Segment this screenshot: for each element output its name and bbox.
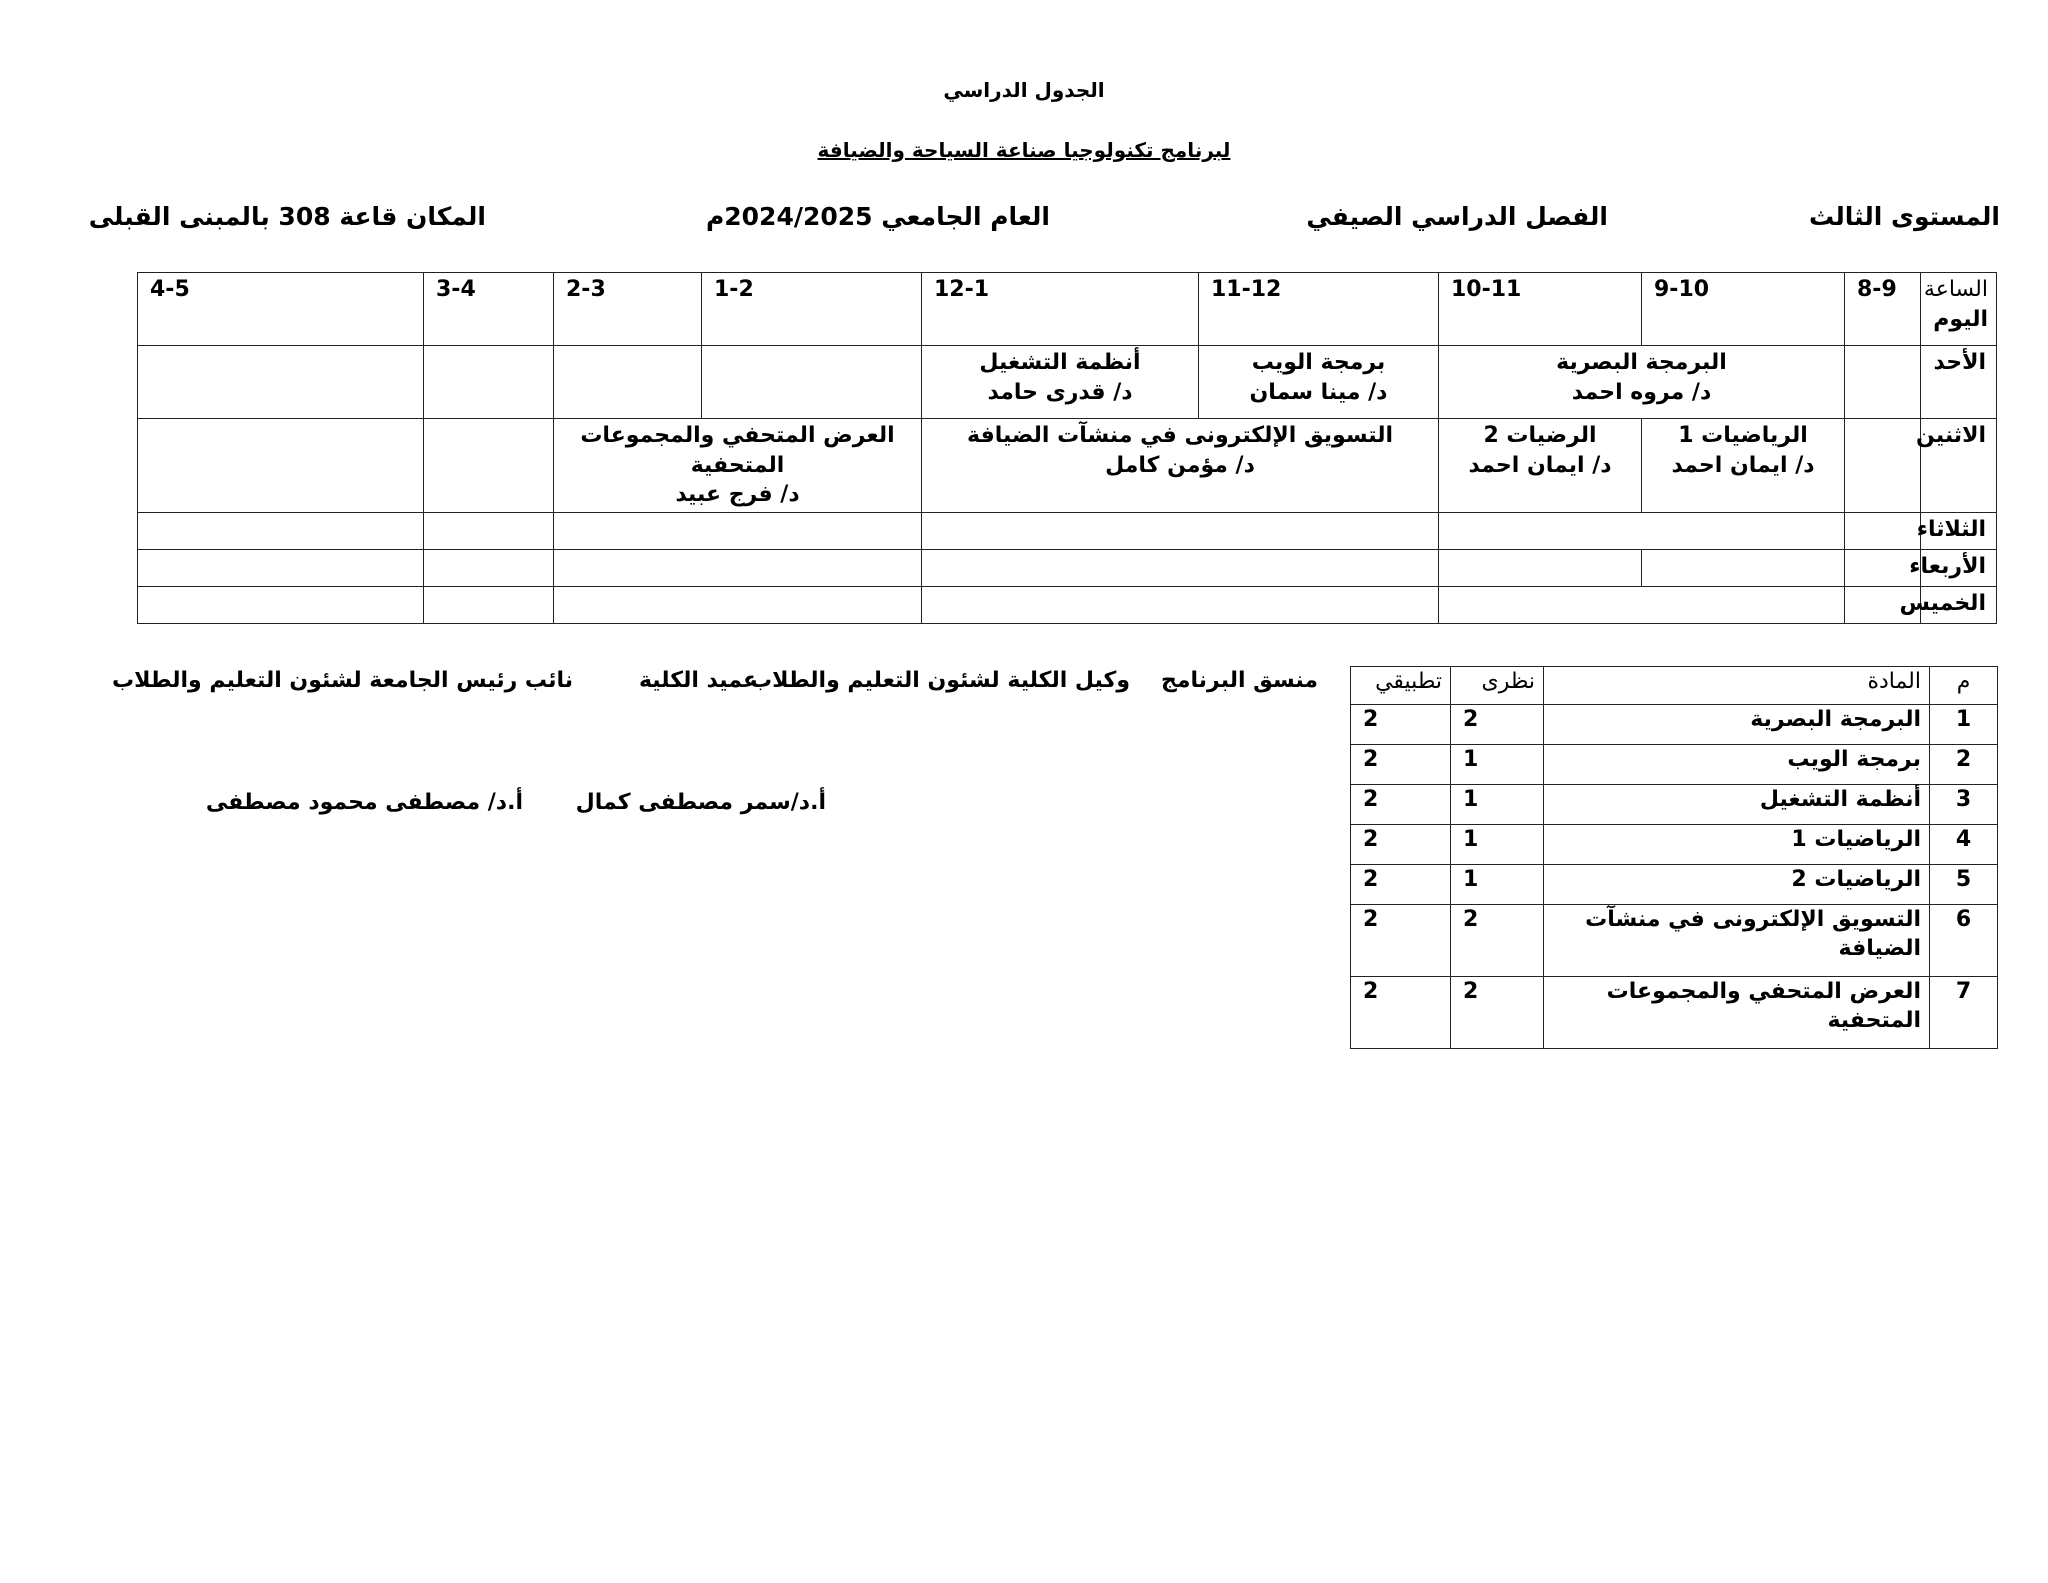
session-cell (922, 346, 1199, 419)
course-num: 6 (1930, 905, 1998, 977)
schedule-table (137, 272, 1997, 624)
slot-header: 4-5 (138, 273, 424, 346)
hour-label: الساعة (1923, 277, 1988, 302)
empty-cell (1642, 550, 1845, 587)
instructor-name: د/ مينا سمان (1249, 379, 1388, 405)
instructor-name: د/ قدرى حامد (987, 379, 1133, 405)
course-theory: 2 (1451, 977, 1544, 1049)
course-name: العرض المتحفي والمجموعات المتحفية (580, 423, 895, 478)
course-theory: 1 (1451, 745, 1544, 785)
schedule-header-row (138, 273, 1997, 346)
day-label: اليوم (1933, 306, 1988, 332)
empty-cell (1439, 550, 1642, 587)
course-theory: 1 (1451, 865, 1544, 905)
day-name: الاثنين (1921, 419, 1997, 513)
table-row (1351, 825, 1998, 865)
empty-cell (554, 550, 922, 587)
course-theory: 1 (1451, 785, 1544, 825)
empty-cell (138, 550, 424, 587)
course-theory: 2 (1451, 905, 1544, 977)
day-name: الثلاثاء (1921, 513, 1997, 550)
empty-cell (702, 346, 922, 419)
table-row (1351, 905, 1998, 977)
instructor-name: د/ ايمان احمد (1671, 452, 1815, 478)
empty-cell (138, 419, 424, 513)
course-theory: 1 (1451, 825, 1544, 865)
session-cell (1439, 419, 1642, 513)
course-subject: التسويق الإلكترونى في منشآت الضيافة (1544, 905, 1930, 977)
day-row-monday (138, 419, 1997, 513)
session-cell (1642, 419, 1845, 513)
course-practical: 2 (1351, 785, 1451, 825)
course-theory: 2 (1451, 705, 1544, 745)
dean-name: أ.د/سمر مصطفى كمال (575, 790, 826, 815)
level: المستوى الثالث (1808, 202, 2000, 231)
empty-cell (138, 587, 424, 624)
page-title: الجدول الدراسي (943, 78, 1105, 102)
course-practical: 2 (1351, 977, 1451, 1049)
course-subject: أنظمة التشغيل (1544, 785, 1930, 825)
empty-cell (138, 346, 424, 419)
courses-table (1350, 666, 1998, 1049)
course-practical: 2 (1351, 745, 1451, 785)
empty-cell (554, 513, 922, 550)
table-row (1351, 977, 1998, 1049)
empty-cell (1845, 346, 1921, 419)
course-subject: الرياضيات 1 (1544, 825, 1930, 865)
semester: الفصل الدراسي الصيفي (1306, 202, 1608, 231)
slot-header: 11-12 (1199, 273, 1439, 346)
day-row-wednesday (138, 550, 1997, 587)
empty-cell (1439, 513, 1845, 550)
coordinator-title: منسق البرنامج (1161, 668, 1318, 693)
table-row (1351, 785, 1998, 825)
course-subject: العرض المتحفي والمجموعات المتحفية (1544, 977, 1930, 1049)
empty-cell (424, 513, 554, 550)
dean-title: عميد الكلية (638, 668, 758, 693)
subject-header: المادة (1544, 667, 1930, 705)
empty-cell (424, 587, 554, 624)
table-row (1351, 865, 1998, 905)
empty-cell (554, 587, 922, 624)
course-num: 3 (1930, 785, 1998, 825)
table-row (1351, 745, 1998, 785)
course-practical: 2 (1351, 865, 1451, 905)
course-subject: الرياضيات 2 (1544, 865, 1930, 905)
empty-cell (138, 513, 424, 550)
day-hour-header (1921, 273, 1997, 346)
theory-header: نظرى (1451, 667, 1544, 705)
empty-cell (922, 587, 1439, 624)
empty-cell (1439, 587, 1845, 624)
course-name: البرمجة البصرية (1556, 350, 1727, 375)
course-name: التسويق الإلكترونى في منشآت الضيافة (966, 423, 1393, 448)
day-name: الأحد (1921, 346, 1997, 419)
vice-president-name: أ.د/ مصطفى محمود مصطفى (205, 790, 523, 815)
course-num: 1 (1930, 705, 1998, 745)
empty-cell (424, 550, 554, 587)
course-num: 4 (1930, 825, 1998, 865)
course-subject: البرمجة البصرية (1544, 705, 1930, 745)
course-practical: 2 (1351, 705, 1451, 745)
academic-year: العام الجامعي 2024/2025م (705, 202, 1050, 231)
session-cell (922, 419, 1439, 513)
slot-header: 3-4 (424, 273, 554, 346)
course-subject: برمجة الويب (1544, 745, 1930, 785)
day-row-tuesday (138, 513, 1997, 550)
location: المكان قاعة 308 بالمبنى القبلى (88, 202, 486, 231)
slot-header: 2-3 (554, 273, 702, 346)
empty-cell (922, 513, 1439, 550)
table-row (1351, 705, 1998, 745)
instructor-name: د/ مؤمن كامل (1105, 452, 1255, 478)
instructor-name: د/ فرج عبيد (675, 482, 800, 508)
slot-header: 12-1 (922, 273, 1199, 346)
course-num: 2 (1930, 745, 1998, 785)
course-num: 7 (1930, 977, 1998, 1049)
program-title-text: لبرنامج تكنولوجيا صناعة السياحة والضيافة (817, 138, 1231, 162)
day-row-sunday (138, 346, 1997, 419)
num-header: م (1930, 667, 1998, 705)
course-practical: 2 (1351, 905, 1451, 977)
course-practical: 2 (1351, 825, 1451, 865)
slot-header: 8-9 (1845, 273, 1921, 346)
session-cell (554, 419, 922, 513)
empty-cell (1845, 419, 1921, 513)
course-num: 5 (1930, 865, 1998, 905)
empty-cell (554, 346, 702, 419)
program-title (0, 138, 2048, 162)
practical-header: تطبيقي (1351, 667, 1451, 705)
vice-president-title: نائب رئيس الجامعة لشئون التعليم والطلاب (111, 668, 573, 693)
instructor-name: د/ مروه احمد (1571, 379, 1712, 405)
vice-dean-title: وكيل الكلية لشئون التعليم والطلاب (750, 668, 1130, 693)
course-name: الرضيات 2 (1483, 423, 1597, 448)
course-name: برمجة الويب (1251, 350, 1386, 375)
instructor-name: د/ ايمان احمد (1468, 452, 1612, 478)
session-cell (1199, 346, 1439, 419)
courses-header-row (1351, 667, 1998, 705)
slot-header: 1-2 (702, 273, 922, 346)
empty-cell (922, 550, 1439, 587)
course-name: الرياضيات 1 (1678, 423, 1808, 448)
slot-header: 10-11 (1439, 273, 1642, 346)
empty-cell (424, 346, 554, 419)
empty-cell (424, 419, 554, 513)
day-name: الأربعاء (1921, 550, 1997, 587)
day-name: الخميس (1921, 587, 1997, 624)
empty-cell (1845, 513, 1921, 550)
slot-header: 9-10 (1642, 273, 1845, 346)
session-cell (1439, 346, 1845, 419)
course-name: أنظمة التشغيل (979, 350, 1141, 375)
day-row-thursday (138, 587, 1997, 624)
